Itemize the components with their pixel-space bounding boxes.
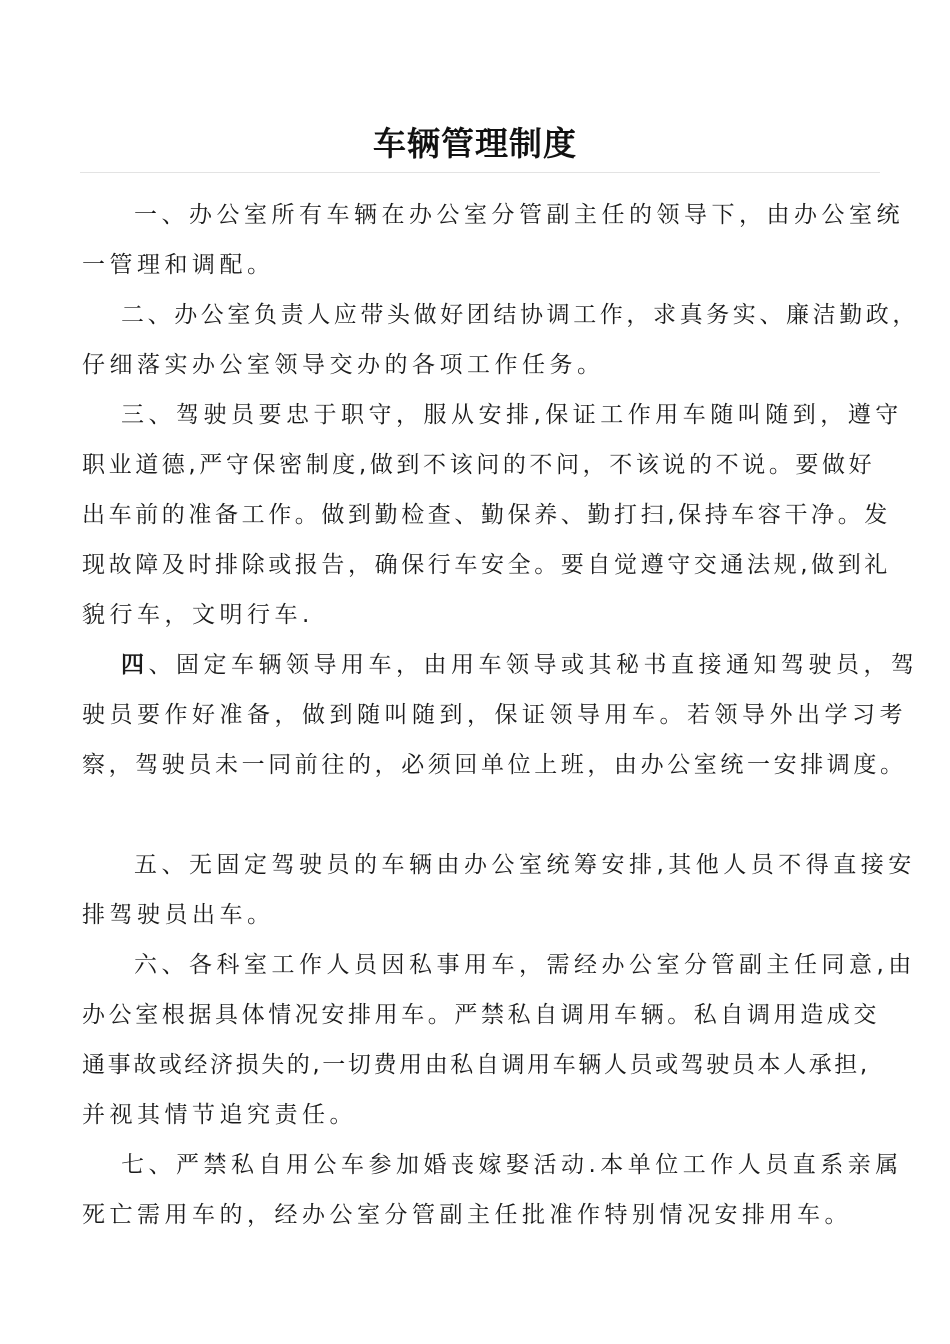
document-title: 车辆管理制度: [373, 124, 577, 163]
section-4-line-1-text: 、固定车辆领导用车，由用车领导或其秘书直接通知驾驶员，驾: [148, 652, 919, 678]
section-1-line-2: 一管理和调配。: [82, 252, 275, 278]
title-divider: [80, 172, 880, 173]
section-7-line-1: 七、严禁私自用公车参加婚丧嫁娶活动.本单位工作人员直系亲属: [121, 1152, 903, 1178]
section-3-line-1: 三、驾驶员要忠于职守，服从安排,保证工作用车随叫随到，遵守: [121, 402, 903, 428]
section-3-line-5: 貌行车，文明行车.: [82, 602, 314, 628]
section-4-line-1: [121, 646, 919, 679]
section-3-line-4: 现故障及时排除或报告，确保行车安全。要自觉遵守交通法规,做到礼: [82, 552, 891, 578]
section-3-line-2: 职业道德,严守保密制度,做到不该问的不问，不该说的不说。要做好: [82, 452, 876, 478]
section-3-line-3: 出车前的准备工作。做到勤检查、勤保养、勤打扫,保持车容干净。发: [82, 502, 891, 528]
section-6-line-1: 六、各科室工作人员因私事用车，需经办公室分管副主任同意,由: [134, 952, 916, 978]
section-6-line-4: 并视其情节追究责任。: [82, 1102, 357, 1128]
section-7-line-2: 死亡需用车的，经办公室分管副主任批准作特别情况安排用车。: [82, 1202, 852, 1228]
section-6-line-2: 办公室根据具体情况安排用车。严禁私自调用车辆。私自调用造成交: [82, 1002, 880, 1028]
section-5-line-2: 排驾驶员出车。: [82, 902, 275, 928]
section-6-line-3: 通事故或经济损失的,一切费用由私自调用车辆人员或驾驶员本人承担,: [82, 1052, 870, 1078]
section-4-number: 四: [121, 652, 149, 678]
section-2-line-2: 仔细落实办公室领导交办的各项工作任务。: [82, 352, 605, 378]
section-2-line-1: 二、办公室负责人应带头做好团结协调工作，求真务实、廉洁勤政，: [121, 302, 919, 328]
section-1-line-1: 一、办公室所有车辆在办公室分管副主任的领导下，由办公室统: [134, 202, 904, 228]
section-4-line-3: 察，驾驶员未一同前往的，必须回单位上班，由办公室统一安排调度。: [82, 752, 907, 778]
section-4-line-2: 驶员要作好准备，做到随叫随到，保证领导用车。若领导外出学习考: [82, 702, 907, 728]
section-5-line-1: 五、无固定驾驶员的车辆由办公室统筹安排,其他人员不得直接安: [134, 852, 916, 878]
